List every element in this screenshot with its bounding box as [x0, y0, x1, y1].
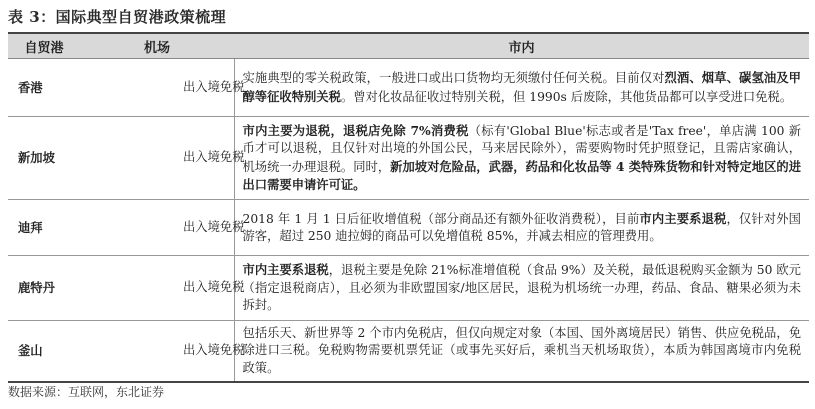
- policy-text: （标有'Global Blue'标志或者是'Tax free'，单店满 100 新币才可以退税，且仅针对出境的外国公民，马来居民除外），需要购物时凭护照登记，且需店家确认，机场统一办理退税。同时，: [242, 123, 801, 174]
- port-name: 鹿特丹: [8, 256, 80, 321]
- port-name: 新加坡: [8, 117, 80, 200]
- data-source: 数据来源：互联网，东北证券: [8, 385, 165, 399]
- downtown-policy: [234, 200, 809, 256]
- downtown-policy: [234, 117, 809, 200]
- downtown-policy: [234, 256, 809, 321]
- downtown-policy: [234, 321, 809, 383]
- table-row: [8, 59, 809, 117]
- port-name: 香港: [8, 59, 80, 117]
- port-name: 釜山: [8, 321, 80, 383]
- header-airport: 机场: [80, 33, 234, 59]
- policy-text: 2018 年 1 月 1 日后征收增值税（部分商品还有额外征收消费税），目前: [242, 211, 640, 226]
- table-row: [8, 256, 809, 321]
- airport-policy: 出入境免税: [80, 321, 234, 383]
- table-title: 表 3：国际典型自贸港政策梳理: [8, 8, 227, 26]
- policy-text: 实施典型的零关税政策，一般进口或出口货物均无须缴付任何关税。目前仅对: [242, 71, 665, 85]
- airport-policy: 出入境免税: [80, 256, 234, 321]
- table-row: [8, 200, 809, 256]
- highlighted-policy-text: 烈酒、烟草、碳氢油及甲醇等征收特别关税: [242, 70, 801, 104]
- header-downtown: 市内: [234, 33, 809, 59]
- highlighted-policy-text: 市内主要系退税: [639, 210, 727, 226]
- airport-policy: 出入境免税: [80, 200, 234, 256]
- highlighted-policy-text: 市内主要系退税: [242, 262, 329, 278]
- airport-policy: 出入境免税: [80, 59, 234, 117]
- header-free-trade-port: 自贸港: [8, 33, 80, 59]
- table-header-row: [8, 33, 809, 59]
- policy-text: ，仅针对外国游客，超过 250 迪拉姆的商品可以免增值税 85%，并减去相应的管理费用。: [242, 211, 801, 243]
- policy-text: 包括乐天、新世界等 2 个市内免税店，但仅向规定对象（本国、国外离境居民）销售、供应免税品，免除进口三税。免税购物需要机票凭证（或事先买好后，乘机当天机场取货），本质为韩国离境市内免税政策。: [242, 325, 801, 375]
- policy-table: [8, 32, 809, 383]
- airport-policy: 出入境免税: [80, 117, 234, 200]
- policy-text: 。曾对化妆品征收过特别关税，但 1990s 后废除，其他货品都可以享受进口免税。: [340, 89, 793, 104]
- highlighted-policy-text: 市内主要为退税，退税店免除 7%消费税: [242, 122, 469, 138]
- table-row: [8, 117, 809, 200]
- downtown-policy: [234, 59, 809, 117]
- table-row: [8, 321, 809, 383]
- policy-text: ，退税主要是免除 21%标准增值税（食品 9%）及关税，最低退税购买金额为 50 欧元（指定退税商店），且必须为非欧盟国家/地区居民，退税为机场统一办理，药品、食品、糖果必须为未拆封。: [242, 263, 801, 313]
- highlighted-policy-text: 新加坡对危险品，武器，药品和化妆品等 4 类特殊货物和针对特定地区的进出口需要申请许可证。: [242, 158, 801, 192]
- port-name: 迪拜: [8, 200, 80, 256]
